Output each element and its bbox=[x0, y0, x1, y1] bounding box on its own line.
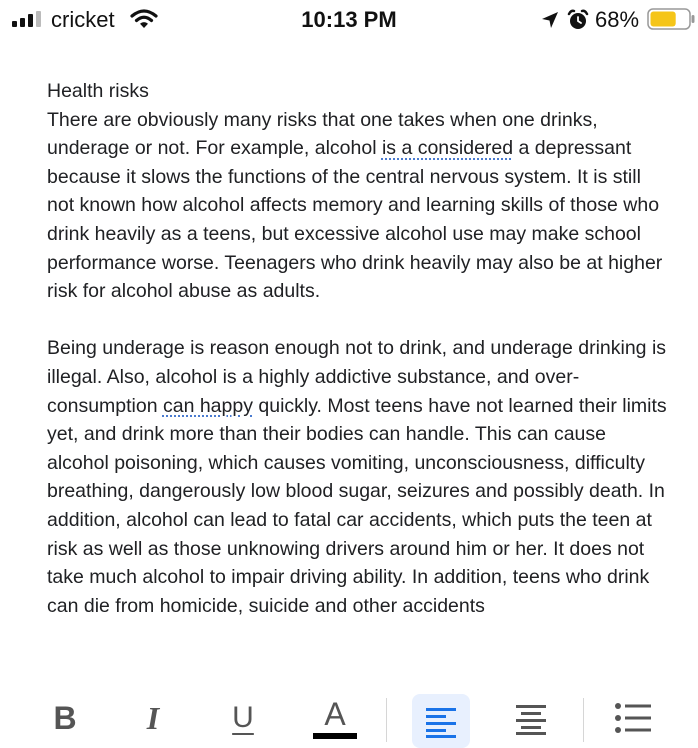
battery-percentage: 68% bbox=[595, 7, 640, 32]
document-heading: Health risks bbox=[47, 80, 149, 102]
paragraph-2 bbox=[47, 334, 667, 620]
alarm-icon bbox=[566, 8, 590, 32]
align-center-button[interactable] bbox=[502, 688, 560, 748]
document-body[interactable] bbox=[47, 77, 667, 620]
formatting-toolbar bbox=[0, 688, 698, 748]
bulleted-list-button[interactable] bbox=[603, 688, 663, 748]
text-color-label: A bbox=[324, 696, 346, 732]
align-center-icon bbox=[514, 701, 548, 735]
paragraph-2-text-a: Being underage is reason enough not to drink, and underage drinking is illegal. Also, alcohol is a highly addictive substance, and over-consumption bbox=[47, 337, 667, 417]
underline-button[interactable] bbox=[218, 688, 268, 748]
align-left-icon bbox=[424, 704, 458, 738]
carrier-name: cricket bbox=[51, 7, 115, 32]
italic-label: I bbox=[146, 699, 160, 736]
paragraph-2-text-b: quickly. Most teens have not learned their limits yet, and drink more than their bodies can handle. This can cause alcohol poisoning, which causes vomiting, unconsciousness, difficulty breathing, dangerously low blood sugar, seizures and possibly death. In addition, alcohol can lead to fatal car accidents, which puts the teen at risk as well as those unknowing drivers around him or her. It does not take much alcohol to impair driving ability. In addition, teens who drink can die from homicide, suicide and other accidents bbox=[47, 394, 667, 617]
bulleted-list-icon bbox=[614, 701, 652, 735]
italic-button[interactable] bbox=[128, 688, 178, 748]
toolbar-divider bbox=[583, 698, 584, 742]
paragraph-1-text-b: a depressant because it slows the functions of the central nervous system. It is still not known how alcohol affects memory and learning skills of those who drink heavily as a teens, but excessive alcohol use may make school performance worse. Teenagers who drink heavily may also be at higher risk for alcohol abuse as adults. bbox=[47, 137, 663, 303]
align-left-button[interactable] bbox=[412, 694, 470, 748]
toolbar-divider bbox=[386, 698, 387, 742]
bold-button[interactable] bbox=[40, 688, 90, 748]
clock-time: 10:13 PM bbox=[301, 7, 397, 32]
location-arrow-icon bbox=[540, 10, 560, 30]
status-bar bbox=[0, 0, 698, 40]
underline-label: U bbox=[232, 701, 254, 734]
paragraph-1-text-a: There are obviously many risks that one takes when one drinks, underage or not. For example, alcohol bbox=[47, 108, 598, 160]
grammar-suggestion[interactable]: can happy bbox=[162, 394, 253, 417]
battery-icon bbox=[647, 8, 695, 30]
text-color-swatch bbox=[313, 733, 357, 739]
text-color-button[interactable] bbox=[310, 688, 360, 748]
paragraph-1 bbox=[47, 106, 667, 306]
bold-label: B bbox=[53, 699, 77, 736]
grammar-suggestion[interactable]: is a considered bbox=[381, 137, 514, 160]
